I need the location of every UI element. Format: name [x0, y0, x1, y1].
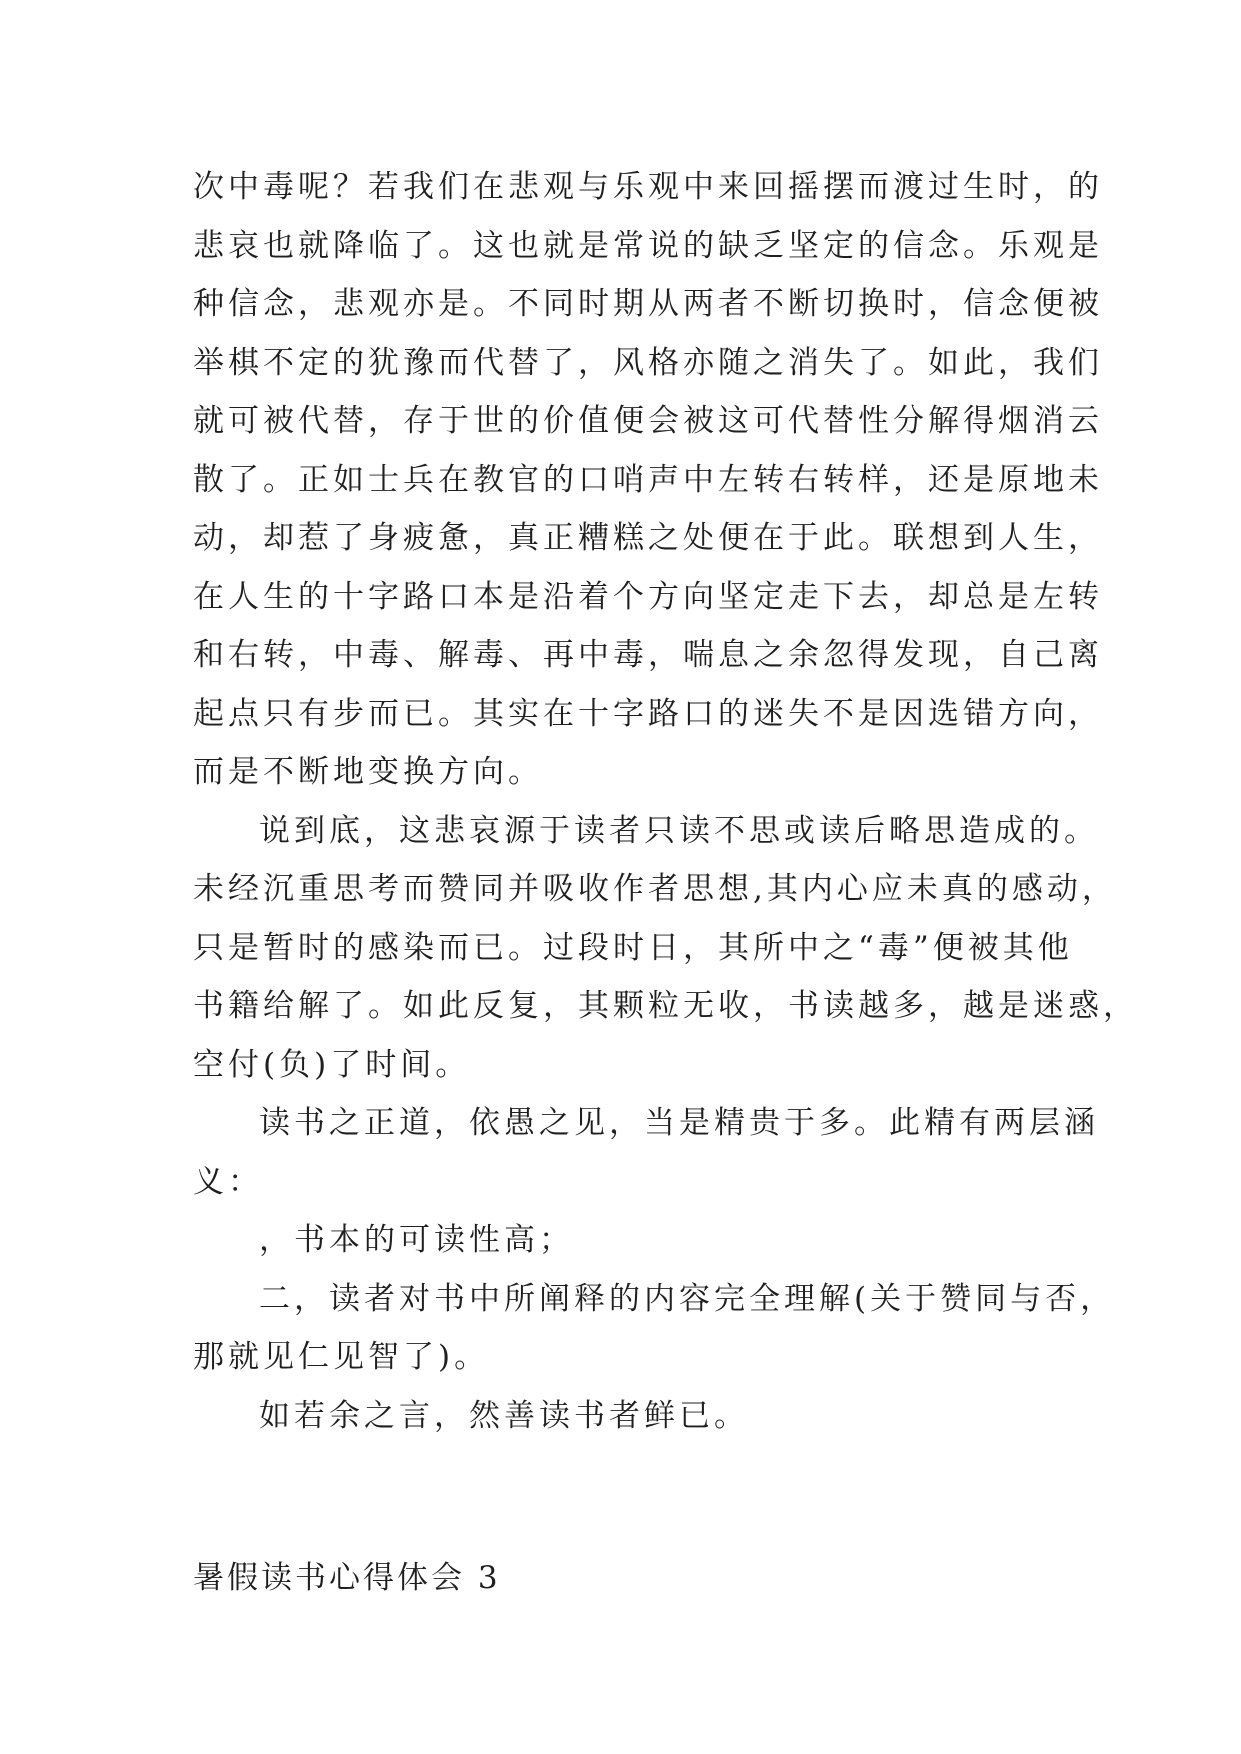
text-line: 那就见仁见智了)。: [193, 1339, 490, 1375]
body-text: [193, 158, 1138, 1445]
text-line: 种信念，悲观亦是。不同时期从两者不断切换时，信念便被: [193, 286, 1103, 322]
text-line: 散了。正如士兵在教官的口哨声中左转右转样，还是原地未: [193, 461, 1103, 498]
text-line: 空付(负)了时间。: [193, 1046, 471, 1083]
text-line: 次中毒呢？若我们在悲观与乐观中来回摇摆而渡过生时，的: [193, 169, 1103, 205]
text-line: 和右转，中毒、解毒、再中毒，喘息之余忽得发现，自己离: [193, 637, 1103, 673]
paragraph-start-line: 如若余之言，然善读书者鲜已。: [259, 1397, 749, 1434]
text-line: 未经沉重思考而赞同并吸收作者思想,其内心应未真的感动，: [193, 871, 1117, 907]
text-line: 动，却惹了身疲惫，真正糟糕之处便在于此。联想到人生，: [193, 520, 1103, 556]
text-line: 而是不断地变换方向。: [193, 754, 543, 790]
section-heading: 暑假读书心得体会 3: [193, 1560, 501, 1596]
text-line: 书籍给解了。如此反复，其颗粒无收，书读越多，越是迷惑，: [193, 988, 1138, 1024]
text-line: 只是暂时的感染而已。过段时日，其所中之“毒”便被其他: [193, 929, 1073, 966]
paragraph-start-line: 二，读者对书中所阐释的内容完全理解(关于赞同与否，: [259, 1280, 1116, 1317]
text-line: 举棋不定的犹豫而代替了，风格亦随之消失了。如此，我们: [193, 344, 1103, 381]
text-line: 义：: [193, 1163, 263, 1200]
text-line: 在人生的十字路口本是沿着个方向坚定走下去，却总是左转: [193, 578, 1103, 615]
paragraph-start-line: ，书本的可读性高；: [259, 1222, 574, 1258]
paragraph-start-line: 说到底，这悲哀源于读者只读不思或读后略思造成的。: [259, 812, 1099, 849]
text-line: 起点只有步而已。其实在十字路口的迷失不是因选错方向，: [193, 695, 1103, 732]
text-line: 悲哀也就降临了。这也就是常说的缺乏坚定的信念。乐观是: [193, 227, 1103, 264]
paragraph-start-line: 读书之正道，依愚之见，当是精贵于多。此精有两层涵: [259, 1105, 1099, 1141]
text-line: 就可被代替，存于世的价值便会被这可代替性分解得烟消云: [193, 403, 1103, 439]
